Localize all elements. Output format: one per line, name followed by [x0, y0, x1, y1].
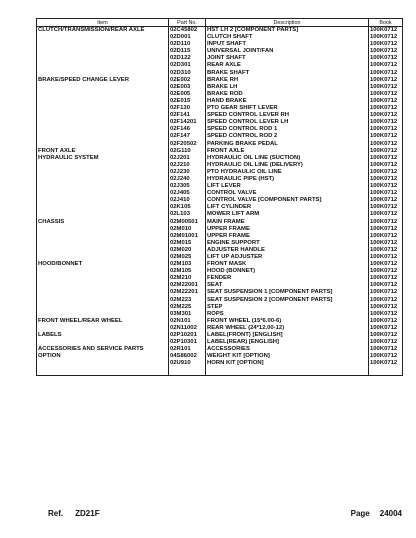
row-book: 100K0712	[369, 325, 403, 332]
row-item	[37, 240, 169, 247]
row-book: 100K0712	[369, 27, 403, 35]
row-book: 100K0712	[369, 254, 403, 261]
table-row	[37, 183, 403, 190]
row-part-no: 02M00501	[169, 219, 206, 226]
reference	[48, 509, 100, 518]
row-item	[37, 204, 169, 211]
table-row	[37, 119, 403, 126]
row-description: SPEED CONTROL ROD 1	[206, 126, 369, 133]
row-item: CHASSIS	[37, 219, 169, 226]
row-part-no: 02J240	[169, 176, 206, 183]
row-description: MOWER LIFT ARM	[206, 211, 369, 218]
row-description: MAIN FRAME	[206, 219, 369, 226]
table-row	[37, 226, 403, 233]
table-row	[37, 325, 403, 332]
row-description: STEP	[206, 304, 369, 311]
row-description: CONTROL VALVE	[206, 190, 369, 197]
row-book: 100K0712	[369, 190, 403, 197]
row-item	[37, 41, 169, 48]
row-description: FRONT AXLE	[206, 148, 369, 155]
row-part-no: 02J405	[169, 190, 206, 197]
row-book: 100K0712	[369, 268, 403, 275]
row-book: 100K0712	[369, 304, 403, 311]
table-row	[37, 311, 403, 318]
row-description: REAR AXLE	[206, 62, 369, 69]
row-book: 100K0712	[369, 112, 403, 119]
row-part-no: 02E015	[169, 98, 206, 105]
table-row	[37, 318, 403, 325]
row-description: FRONT WHEEL (15*6.00-6)	[206, 318, 369, 325]
row-description: BRAKE SHAFT	[206, 70, 369, 77]
row-item	[37, 112, 169, 119]
row-description: PARKING BRAKE PEDAL	[206, 141, 369, 148]
row-book: 100K0712	[369, 105, 403, 112]
row-item	[37, 247, 169, 254]
row-book: 100K0712	[369, 55, 403, 62]
table-row	[37, 55, 403, 62]
table-row	[37, 126, 403, 133]
row-part-no: 02D310	[169, 70, 206, 77]
table-row	[37, 27, 403, 35]
row-part-no: 02L103	[169, 211, 206, 218]
ref-value: ZD21F	[75, 509, 100, 518]
header-item: Item	[37, 19, 169, 27]
row-part-no: 02P10201	[169, 332, 206, 339]
row-part-no: 02D001	[169, 34, 206, 41]
row-part-no: 02D122	[169, 55, 206, 62]
row-book: 100K0712	[369, 77, 403, 84]
row-part-no: 02J201	[169, 155, 206, 162]
row-book: 100K0712	[369, 176, 403, 183]
row-description: CLUTCH SHAFT	[206, 34, 369, 41]
row-book: 100K0712	[369, 133, 403, 140]
row-item	[37, 126, 169, 133]
table-row	[37, 268, 403, 275]
row-part-no: 02U910	[169, 360, 206, 367]
row-description: UNIVERSAL JOINT/FAN	[206, 48, 369, 55]
table-row	[37, 112, 403, 119]
row-part-no: 02E005	[169, 91, 206, 98]
row-item	[37, 289, 169, 296]
table-header-row	[37, 19, 403, 27]
row-book: 100K0712	[369, 233, 403, 240]
row-item: CLUTCH/TRANSMISSION/REAR AXLE	[37, 27, 169, 35]
table-row	[37, 34, 403, 41]
row-book: 100K0712	[369, 219, 403, 226]
row-description: SPEED CONTROL LEVER RH	[206, 112, 369, 119]
table-body	[37, 27, 403, 376]
row-book: 100K0712	[369, 318, 403, 325]
table-row	[37, 62, 403, 69]
row-description: HYDRAULIC OIL LINE (SUCTION)	[206, 155, 369, 162]
row-part-no: 02F130	[169, 105, 206, 112]
row-item	[37, 176, 169, 183]
row-part-no: 02E002	[169, 77, 206, 84]
row-description: SPEED CONTROL ROD 2	[206, 133, 369, 140]
table-row	[37, 105, 403, 112]
row-part-no: 02F141	[169, 112, 206, 119]
row-part-no: 02J305	[169, 183, 206, 190]
row-item: OPTION	[37, 353, 169, 360]
row-part-no: 02N101	[169, 318, 206, 325]
header-book: Book	[369, 19, 403, 27]
row-description: PTO HYDRAULIC OIL LINE	[206, 169, 369, 176]
row-part-no: 02E003	[169, 84, 206, 91]
row-item	[37, 105, 169, 112]
table-blank-space	[37, 368, 403, 376]
row-part-no: 03M301	[169, 311, 206, 318]
row-part-no: 02M22001	[169, 282, 206, 289]
row-book: 100K0712	[369, 148, 403, 155]
row-description: BRAKE LH	[206, 84, 369, 91]
row-book: 100K0712	[369, 197, 403, 204]
row-description: BRAKE ROD	[206, 91, 369, 98]
table-row	[37, 346, 403, 353]
row-book: 100K0712	[369, 70, 403, 77]
table-row	[37, 211, 403, 218]
table-row	[37, 70, 403, 77]
row-book: 100K0712	[369, 275, 403, 282]
row-description: ACCESSORIES	[206, 346, 369, 353]
row-description: HAND BRAKE	[206, 98, 369, 105]
row-part-no: 02G110	[169, 148, 206, 155]
row-description: LIFT CYLINDER	[206, 204, 369, 211]
row-item	[37, 211, 169, 218]
blank-cell	[169, 368, 206, 376]
row-item	[37, 133, 169, 140]
table-row	[37, 254, 403, 261]
row-item: FRONT AXLE	[37, 148, 169, 155]
table-row	[37, 353, 403, 360]
row-book: 100K0712	[369, 183, 403, 190]
page-number	[351, 509, 402, 518]
row-part-no: 02M020	[169, 247, 206, 254]
table-row	[37, 240, 403, 247]
row-item	[37, 91, 169, 98]
row-part-no: 02P10301	[169, 339, 206, 346]
row-item: FRONT WHEEL/REAR WHEEL	[37, 318, 169, 325]
row-description: INPUT SHAFT	[206, 41, 369, 48]
row-item	[37, 311, 169, 318]
table-row	[37, 91, 403, 98]
row-description: LIFT UP ADJUSTER	[206, 254, 369, 261]
table-row	[37, 219, 403, 226]
row-description: HOOD (BONNET)	[206, 268, 369, 275]
ref-label: Ref.	[48, 509, 64, 518]
row-item	[37, 55, 169, 62]
table-row	[37, 304, 403, 311]
row-part-no: 02J210	[169, 162, 206, 169]
table-row	[37, 41, 403, 48]
row-part-no: 02J230	[169, 169, 206, 176]
row-item	[37, 162, 169, 169]
row-item: LABELS	[37, 332, 169, 339]
row-part-no: 02K105	[169, 204, 206, 211]
row-book: 100K0712	[369, 226, 403, 233]
row-part-no: 02F14201	[169, 119, 206, 126]
row-part-no: 04S86002	[169, 353, 206, 360]
row-book: 100K0712	[369, 289, 403, 296]
table-row	[37, 98, 403, 105]
row-item	[37, 62, 169, 69]
row-part-no: 02M22201	[169, 289, 206, 296]
row-item	[37, 119, 169, 126]
row-book: 100K0712	[369, 62, 403, 69]
row-item	[37, 282, 169, 289]
row-part-no: 02M025	[169, 254, 206, 261]
row-book: 100K0712	[369, 247, 403, 254]
table-row	[37, 176, 403, 183]
row-item	[37, 325, 169, 332]
row-book: 100K0712	[369, 91, 403, 98]
blank-cell	[37, 368, 169, 376]
row-part-no: 02C45802	[169, 27, 206, 35]
row-book: 100K0712	[369, 155, 403, 162]
table-row	[37, 141, 403, 148]
table-row	[37, 282, 403, 289]
row-item	[37, 304, 169, 311]
row-part-no: 02N11002	[169, 325, 206, 332]
row-book: 100K0712	[369, 126, 403, 133]
row-part-no: 02M210	[169, 275, 206, 282]
table-row	[37, 48, 403, 55]
row-book: 100K0712	[369, 346, 403, 353]
row-item	[37, 169, 169, 176]
table-row	[37, 84, 403, 91]
row-description: SEAT SUSPENSION 1 [COMPONENT PARTS]	[206, 289, 369, 296]
row-book: 100K0712	[369, 240, 403, 247]
row-description: FENDER	[206, 275, 369, 282]
row-part-no: 02M225	[169, 304, 206, 311]
row-book: 100K0712	[369, 98, 403, 105]
row-description: LABEL(REAR) [ENGLISH]	[206, 339, 369, 346]
row-item	[37, 254, 169, 261]
page-label: Page	[350, 509, 370, 518]
row-part-no: 02F147	[169, 133, 206, 140]
parts-index-table	[36, 18, 403, 376]
parts-index-sheet	[36, 18, 402, 376]
row-item	[37, 141, 169, 148]
row-book: 100K0712	[369, 141, 403, 148]
table-row	[37, 297, 403, 304]
row-description: BRAKE RH	[206, 77, 369, 84]
row-description: ENGINE SUPPORT	[206, 240, 369, 247]
table-row	[37, 247, 403, 254]
row-description: WEIGHT KIT [OPTION]	[206, 353, 369, 360]
row-book: 100K0712	[369, 48, 403, 55]
table-row	[37, 77, 403, 84]
row-book: 100K0712	[369, 261, 403, 268]
row-part-no: 02F20502	[169, 141, 206, 148]
row-part-no: 02M01001	[169, 233, 206, 240]
row-item	[37, 268, 169, 275]
row-book: 100K0712	[369, 41, 403, 48]
row-book: 100K0712	[369, 169, 403, 176]
row-description: REAR WHEEL (24*12.00-12)	[206, 325, 369, 332]
blank-cell	[369, 368, 403, 376]
page-value: 24004	[379, 509, 402, 518]
row-description: CONTROL VALVE [COMPONENT PARTS]	[206, 197, 369, 204]
table-row	[37, 332, 403, 339]
row-description: SPEED CONTROL LEVER LH	[206, 119, 369, 126]
row-part-no: 02M010	[169, 226, 206, 233]
row-item	[37, 34, 169, 41]
row-item	[37, 233, 169, 240]
table-row	[37, 275, 403, 282]
row-item	[37, 98, 169, 105]
table-row	[37, 190, 403, 197]
row-book: 100K0712	[369, 311, 403, 318]
table-row	[37, 261, 403, 268]
row-part-no: 02D115	[169, 48, 206, 55]
row-item	[37, 275, 169, 282]
table-row	[37, 148, 403, 155]
row-part-no: 02M015	[169, 240, 206, 247]
header-part-no: Part No.	[169, 19, 206, 27]
row-part-no: 02J410	[169, 197, 206, 204]
row-book: 100K0712	[369, 162, 403, 169]
row-description: LABEL(FRONT) [ENGLISH]	[206, 332, 369, 339]
row-part-no: 02R101	[169, 346, 206, 353]
table-row	[37, 360, 403, 367]
row-part-no: 02F146	[169, 126, 206, 133]
row-book: 100K0712	[369, 211, 403, 218]
row-book: 100K0712	[369, 84, 403, 91]
row-item	[37, 190, 169, 197]
row-description: HYDRAULIC PIPE (HST)	[206, 176, 369, 183]
row-item	[37, 360, 169, 367]
row-item	[37, 297, 169, 304]
table-row	[37, 233, 403, 240]
row-description: ADJUSTER HANDLE	[206, 247, 369, 254]
row-book: 100K0712	[369, 34, 403, 41]
row-part-no: 02M223	[169, 297, 206, 304]
row-book: 100K0712	[369, 204, 403, 211]
row-book: 100K0712	[369, 353, 403, 360]
row-item	[37, 48, 169, 55]
row-item	[37, 183, 169, 190]
row-book: 100K0712	[369, 282, 403, 289]
row-book: 100K0712	[369, 297, 403, 304]
row-item	[37, 226, 169, 233]
row-item: HOOD/BONNET	[37, 261, 169, 268]
table-row	[37, 197, 403, 204]
table-row	[37, 289, 403, 296]
row-description: SEAT SUSPENSION 2 [COMPONENT PARTS]	[206, 297, 369, 304]
table-row	[37, 133, 403, 140]
table-row	[37, 162, 403, 169]
row-item: BRAKE/SPEED CHANGE LEVER	[37, 77, 169, 84]
table-row	[37, 204, 403, 211]
row-description: HST LH 2 [COMPONENT PARTS]	[206, 27, 369, 35]
row-item	[37, 70, 169, 77]
row-part-no: 02M103	[169, 261, 206, 268]
table-row	[37, 155, 403, 162]
row-item	[37, 197, 169, 204]
row-book: 100K0712	[369, 339, 403, 346]
row-part-no: 02D301	[169, 62, 206, 69]
table-row	[37, 339, 403, 346]
header-description: Description	[206, 19, 369, 27]
row-description: HYDRAULIC OIL LINE (DELIVERY)	[206, 162, 369, 169]
row-description: HORN KIT [OPTION]	[206, 360, 369, 367]
row-part-no: 02D110	[169, 41, 206, 48]
blank-cell	[206, 368, 369, 376]
row-book: 100K0712	[369, 360, 403, 367]
row-description: UPPER FRAME	[206, 233, 369, 240]
row-part-no: 02M105	[169, 268, 206, 275]
row-book: 100K0712	[369, 119, 403, 126]
row-description: SEAT	[206, 282, 369, 289]
row-description: FRONT MASK	[206, 261, 369, 268]
row-item: ACCESSORIES AND SERVICE PARTS	[37, 346, 169, 353]
row-item: HYDRAULIC SYSTEM	[37, 155, 169, 162]
row-description: LIFT LEVER	[206, 183, 369, 190]
row-description: ROPS	[206, 311, 369, 318]
row-item	[37, 339, 169, 346]
row-description: JOINT SHAFT	[206, 55, 369, 62]
row-book: 100K0712	[369, 332, 403, 339]
row-description: UPPER FRAME	[206, 226, 369, 233]
row-description: PTO GEAR SHIFT LEVER	[206, 105, 369, 112]
table-row	[37, 169, 403, 176]
row-item	[37, 84, 169, 91]
